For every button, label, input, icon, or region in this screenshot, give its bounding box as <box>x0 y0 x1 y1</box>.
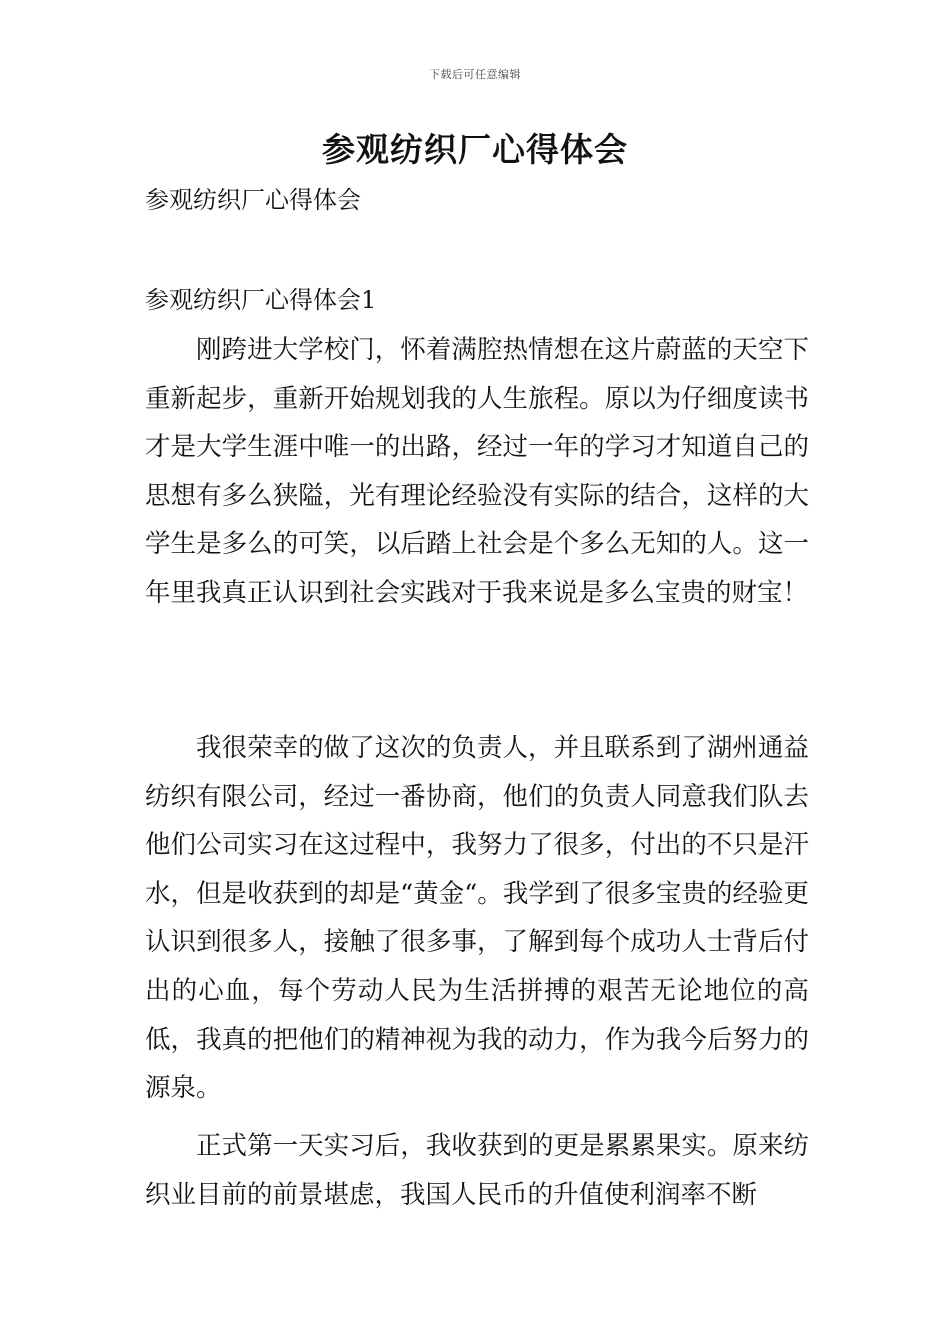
header-note: 下载后可任意编辑 <box>429 68 521 81</box>
body-paragraph-1: 刚跨进大学校门，怀着满腔热情想在这片蔚蓝的天空下重新起步，重新开始规划我的人生旅程。原以为仔细度读书才是大学生涯中唯一的出路，经过一年的学习才知道自己的思想有多么狭隘，光有理论经验没有实际的结合，这样的大学生是多么的可笑，以后踏上社会是个多么无知的人。这一年里我真正认识到社会实践对于我来说是多么宝贵的财宝！ <box>145 335 809 608</box>
document-subtitle: 参观纺织厂心得体会 <box>145 186 361 214</box>
body-paragraph-2: 我很荣幸的做了这次的负责人，并且联系到了湖州通益纺织有限公司，经过一番协商，他们的负责人同意我们队去他们公司实习在这过程中，我努力了很多，付出的不只是汗水，但是收获到的却是“黄金“。我学到了很多宝贵的经验更认识到很多人，接触了很多事，了解到每个成功人士背后付出的心血，每个劳动人民为生活拼搏的艰苦无论地位的高低，我真的把他们的精神视为我的动力，作为我今后努力的源泉。 <box>145 733 809 1104</box>
section-heading: 参观纺织厂心得体会1 <box>145 286 377 314</box>
body-paragraph-3: 正式第一天实习后，我收获到的更是累累果实。原来纺织业目前的前景堪虑，我国人民币的升值使利润率不断 <box>145 1131 809 1210</box>
document-title: 参观纺织厂心得体会 <box>322 130 628 169</box>
